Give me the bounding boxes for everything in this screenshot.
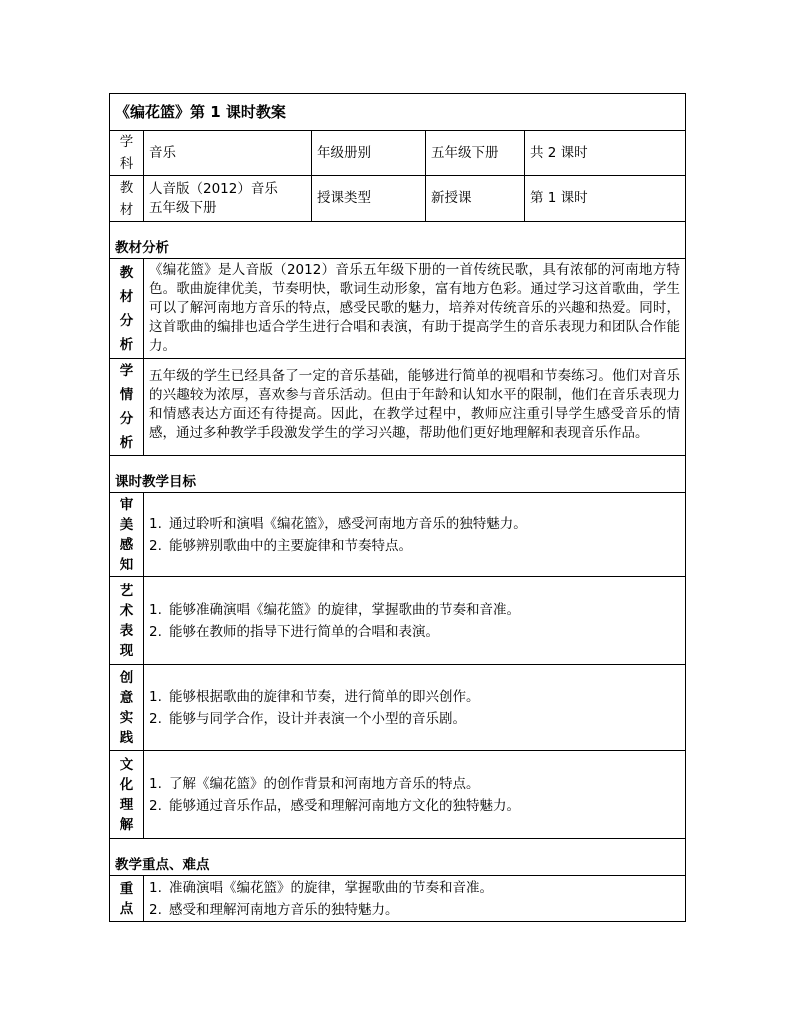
objective-items-creative [144, 665, 686, 751]
textbook-label: 教 材 [110, 176, 144, 222]
objective-label-performance: 艺 术 表 现 [110, 577, 144, 665]
analysis-heading: 教材分析 [110, 222, 686, 259]
list-item: 2. 能够与同学合作，设计并表演一个小型的音乐剧。 [149, 710, 466, 727]
objective-label-culture: 文 化 理 解 [110, 751, 144, 839]
list-item: 2. 能够辨别歌曲中的主要旋律和节奏特点。 [149, 537, 412, 554]
page-title: 《编花篮》第 1 课时教案 [110, 94, 686, 131]
subject-label: 学 科 [110, 131, 144, 176]
objective-items-performance [144, 577, 686, 665]
list-item: 1. 通过聆听和演唱《编花篮》，感受河南地方音乐的独特魅力。 [149, 515, 527, 532]
list-item: 2. 能够通过音乐作品，感受和理解河南地方文化的独特魅力。 [149, 797, 520, 814]
student-analysis-label: 学 情 分 析 [110, 359, 144, 456]
total-hours: 共 2 课时 [525, 131, 686, 176]
list-item: 1. 能够准确演唱《编花篮》的旋律，掌握歌曲的节奏和音准。 [149, 601, 520, 618]
material-analysis-text: 《编花篮》是人音版（2012）音乐五年级下册的一首传统民歌，具有浓郁的河南地方特色。歌曲旋律优美，节奏明快，歌词生动形象，富有地方色彩。通过学习这首歌曲，学生可以了解河南地方音乐的特点，感受民歌的魅力，培养对传统音乐的兴趣和热爱。同时，这首歌曲的编排也适合学生进行合唱和表演，有助于提高学生的音乐表现力和团队合作能力。 [144, 259, 686, 359]
textbook-value [144, 176, 312, 222]
material-analysis-label: 教 材 分 析 [110, 259, 144, 359]
objective-items-culture [144, 751, 686, 839]
textbook-line-2: 五年级下册 [149, 199, 217, 216]
objective-items-aesthetic [144, 493, 686, 577]
objective-label-aesthetic: 审 美 感 知 [110, 493, 144, 577]
grade-value: 五年级下册 [426, 131, 525, 176]
list-item: 1. 能够根据歌曲的旋律和节奏，进行简单的即兴创作。 [149, 688, 480, 705]
key-points-items [144, 876, 686, 922]
student-analysis-text: 五年级的学生已经具备了一定的音乐基础，能够进行简单的视唱和节奏练习。他们对音乐的兴趣较为浓厚，喜欢参与音乐活动。但由于年龄和认知水平的限制，他们在音乐表现力和情感表达方面还有待提高。因此，在教学过程中，教师应注重引导学生感受音乐的情感，通过多种教学手段激发学生的学习兴趣，帮助他们更好地理解和表现音乐作品。 [144, 359, 686, 456]
list-item: 1. 了解《编花篮》的创作背景和河南地方音乐的特点。 [149, 775, 480, 792]
lesson-plan-table [109, 93, 686, 922]
subject-value: 音乐 [144, 131, 312, 176]
grade-label: 年级册别 [312, 131, 426, 176]
key-points-heading: 教学重点、难点 [110, 839, 686, 876]
textbook-line-1: 人音版（2012）音乐 [149, 180, 278, 197]
list-item: 2. 感受和理解河南地方音乐的独特魅力。 [149, 901, 399, 918]
objectives-heading: 课时教学目标 [110, 456, 686, 493]
list-item: 2. 能够在教师的指导下进行简单的合唱和表演。 [149, 623, 439, 640]
key-points-label: 重 点 [110, 876, 144, 922]
objective-label-creative: 创 意 实 践 [110, 665, 144, 751]
list-item: 1. 准确演唱《编花篮》的旋律，掌握歌曲的节奏和音准。 [149, 879, 493, 896]
type-value: 新授课 [426, 176, 525, 222]
type-label: 授课类型 [312, 176, 426, 222]
period-value: 第 1 课时 [525, 176, 686, 222]
